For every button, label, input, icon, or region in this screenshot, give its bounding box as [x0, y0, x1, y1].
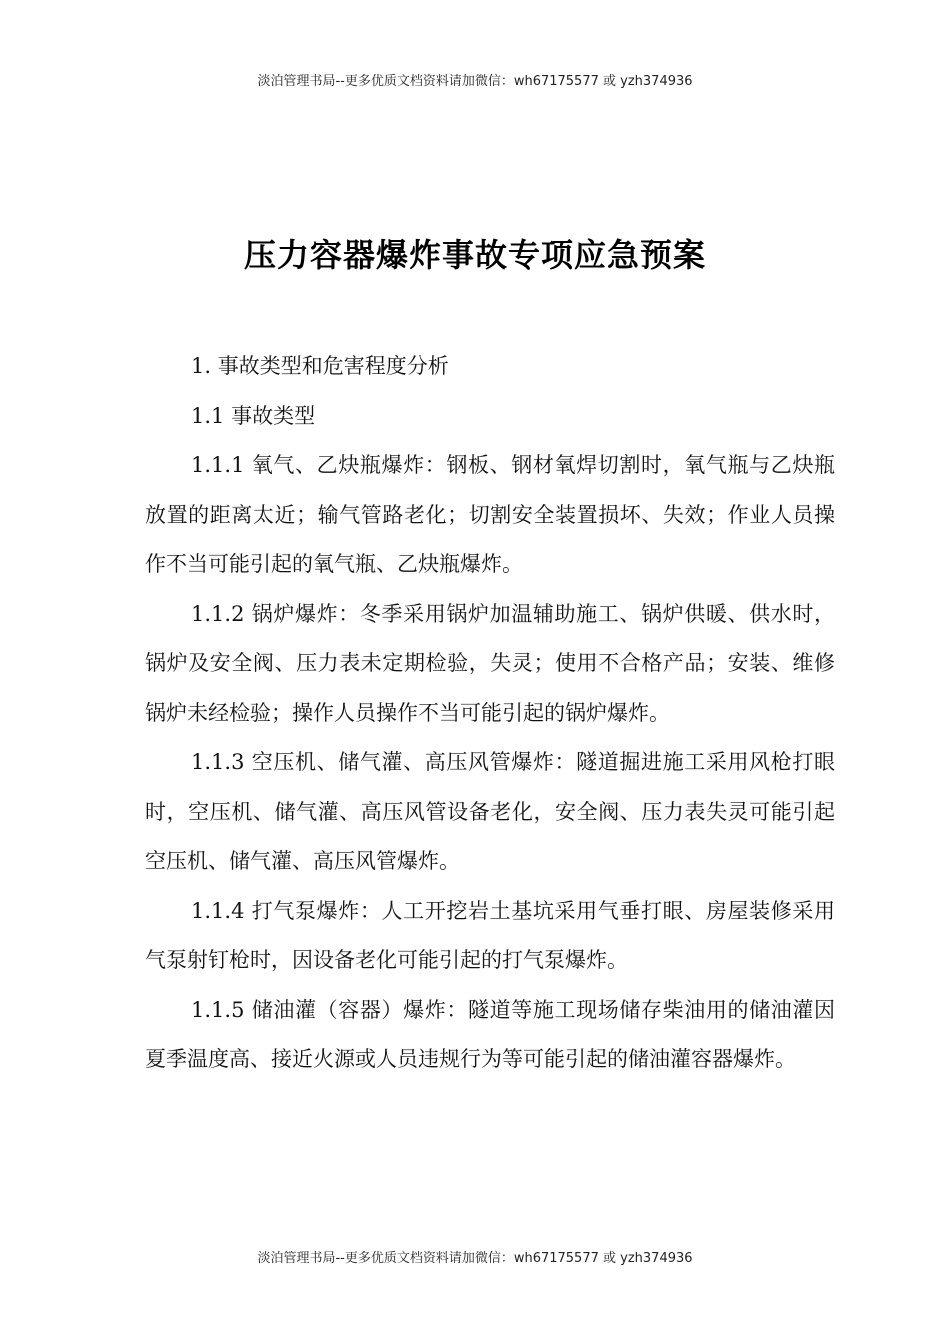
paragraph-1-1-2: 1.1.2 锅炉爆炸：冬季采用锅炉加温辅助施工、锅炉供暖、供水时，锅炉及安全阀、压力表未定期检验，失灵；使用不合格产品；安装、维修锅炉未经检验；操作人员操作不当可能引起的锅炉爆炸。 [145, 601, 835, 725]
paragraph-1-1-5: 1.1.5 储油灌（容器）爆炸：隧道等施工现场储存柴油用的储油灌因夏季温度高、接近火源或人员违规行为等可能引起的储油灌容器爆炸。 [145, 997, 835, 1071]
page-footer: 淡泊管理书局--更多优质文档资料请加微信：wh67175577 或 yzh374936 [257, 1251, 693, 1266]
paragraph-1-1-3: 1.1.3 空压机、储气灌、高压风管爆炸：隧道掘进施工采用风枪打眼时，空压机、储气灌、高压风管设备老化，安全阀、压力表失灵可能引起空压机、储气灌、高压风管爆炸。 [145, 750, 835, 873]
document-title: 压力容器爆炸事故专项应急预案 [243, 236, 706, 274]
section-heading-1-1: 1.1 事故类型 [191, 403, 316, 428]
paragraph-1-1-4: 1.1.4 打气泵爆炸：人工开挖岩土基坑采用气垂打眼、房屋装修采用气泵射钉枪时，因设备老化可能引起的打气泵爆炸。 [145, 898, 835, 972]
paragraph-1-1-1: 1.1.1 氧气、乙炔瓶爆炸：钢板、钢材氧焊切割时，氧气瓶与乙炔瓶放置的距离太近；输气管路老化；切割安全装置损坏、失效；作业人员操作不当可能引起的氧气瓶、乙炔瓶爆炸。 [145, 453, 835, 576]
document-body [145, 342, 835, 1085]
section-heading-1: 1. 事故类型和危害程度分析 [191, 354, 449, 378]
page-header: 淡泊管理书局--更多优质文档资料请加微信：wh67175577 或 yzh374936 [257, 74, 693, 89]
